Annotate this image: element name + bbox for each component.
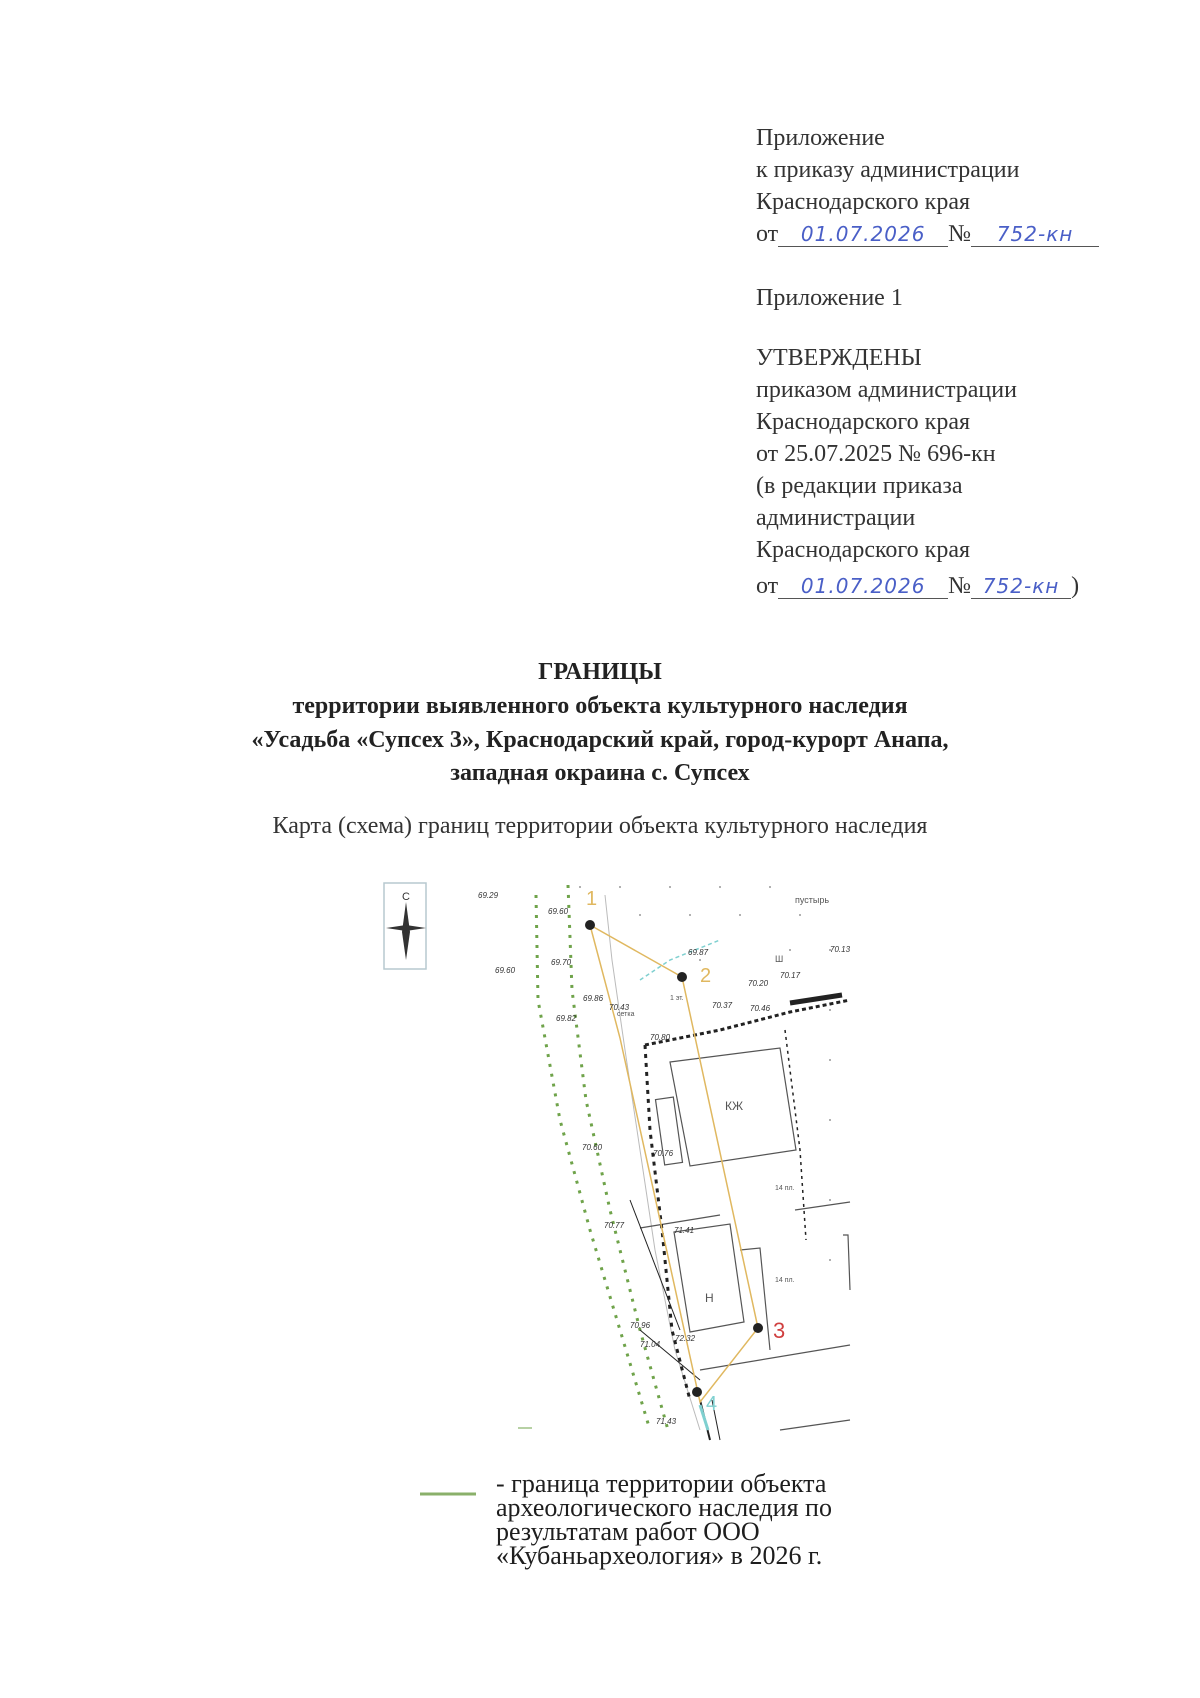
approved-date-handwritten: 01.07.2026 — [778, 574, 948, 599]
appendix-number-prefix: № — [948, 221, 972, 247]
legend-line-3: результатам работ ООО — [496, 1517, 760, 1546]
elevation-label: 69.29 — [478, 891, 499, 900]
small-label-area-2: 14 пл. — [775, 1277, 795, 1284]
document-title: ГРАНИЦЫ — [538, 659, 662, 685]
point-3-marker — [753, 1323, 763, 1333]
elevation-label: 70.80 — [650, 1033, 671, 1042]
elevation-label: 69.60 — [495, 966, 516, 975]
appendix-1-label: Приложение 1 — [756, 285, 903, 311]
appendix-number-handwritten: 752-кн — [971, 222, 1099, 247]
approved-line-2: Краснодарского края — [756, 409, 971, 435]
point-4-label: 4 — [706, 1393, 718, 1415]
legend-line-2: археологического наследия по — [496, 1493, 832, 1522]
elevation-label: 69.60 — [548, 907, 569, 916]
approved-heading: УТВЕРЖДЕНЫ — [756, 345, 922, 371]
document-title-line-3: западная окраина с. Супсех — [450, 760, 750, 786]
building-label-n: Н — [705, 1291, 714, 1305]
fence-lines — [630, 995, 850, 1440]
elevation-label: 70.46 — [750, 1004, 771, 1013]
buildings — [640, 1048, 850, 1430]
appendix-title: Приложение — [756, 125, 885, 151]
appendix-to-order: к приказу администрации — [756, 157, 1020, 183]
elevation-label: 71.43 — [656, 1417, 677, 1426]
approved-number-prefix: № — [948, 573, 972, 599]
approved-line-6: Краснодарского края — [756, 537, 971, 563]
point-4-marker — [692, 1387, 702, 1397]
elevation-label: 70.76 — [653, 1149, 674, 1158]
document-title-line-2: «Усадьба «Супсех 3», Краснодарский край, город-курорт Анапа, — [251, 727, 949, 753]
point-1-marker — [585, 920, 595, 930]
elevation-label: 69.82 — [556, 1014, 577, 1023]
elevation-label: 70.96 — [630, 1321, 651, 1330]
elevation-label: 70.43 — [609, 1003, 630, 1012]
document-title-line-1: территории выявленного объекта культурного наследия — [292, 693, 908, 719]
elevation-label: 69.87 — [688, 948, 709, 957]
approved-number-handwritten: 752-кн — [971, 574, 1071, 599]
appendix-from-prefix: от — [756, 221, 779, 247]
small-label-setka: сетка — [617, 1011, 635, 1018]
elevation-label: 70.77 — [604, 1221, 625, 1230]
elevation-label: 71.04 — [640, 1340, 661, 1349]
approved-close-paren: ) — [1071, 573, 1080, 599]
elevation-label: 71.41 — [674, 1226, 695, 1235]
elevation-label: 70.37 — [712, 1001, 733, 1010]
north-arrow-icon — [384, 883, 426, 969]
elevation-label: 72.32 — [675, 1334, 696, 1343]
appendix-region: Краснодарского края — [756, 189, 971, 215]
elevation-label: 70.17 — [780, 971, 801, 980]
small-label-floor: 1 эт. — [670, 995, 684, 1002]
approved-line-5: администрации — [756, 505, 916, 531]
approved-line-4: (в редакции приказа — [756, 473, 963, 499]
survey-grid-marks — [579, 886, 831, 1261]
area-label-wasteland: пустырь — [795, 895, 830, 905]
elevation-label: 70.60 — [582, 1143, 603, 1152]
approved-line-1: приказом администрации — [756, 377, 1017, 403]
approved-line-3: от 25.07.2025 № 696-кн — [756, 441, 996, 467]
map-caption: Карта (схема) границ территории объекта культурного наследия — [272, 813, 928, 839]
elevation-label: 69.86 — [583, 994, 604, 1003]
point-2-label: 2 — [700, 965, 712, 987]
appendix-date-handwritten: 01.07.2026 — [778, 222, 948, 247]
legend-line-4: «Кубаньархеология» в 2026 г. — [496, 1541, 823, 1570]
building-label-kzh: КЖ — [725, 1099, 744, 1113]
north-label: С — [402, 891, 410, 903]
small-label-area-1: 14 пл. — [775, 1185, 795, 1192]
legend-line-1: - граница территории объекта — [496, 1469, 827, 1498]
point-1-label: 1 — [586, 888, 598, 910]
elevation-label: 70.13 — [830, 945, 851, 954]
point-3-label: 3 — [773, 1318, 786, 1343]
point-2-marker — [677, 972, 687, 982]
approved-from-prefix: от — [756, 573, 779, 599]
area-label-sh: Ш — [775, 954, 784, 964]
elevation-label: 69.70 — [551, 958, 572, 967]
elevation-label: 70.20 — [748, 979, 769, 988]
